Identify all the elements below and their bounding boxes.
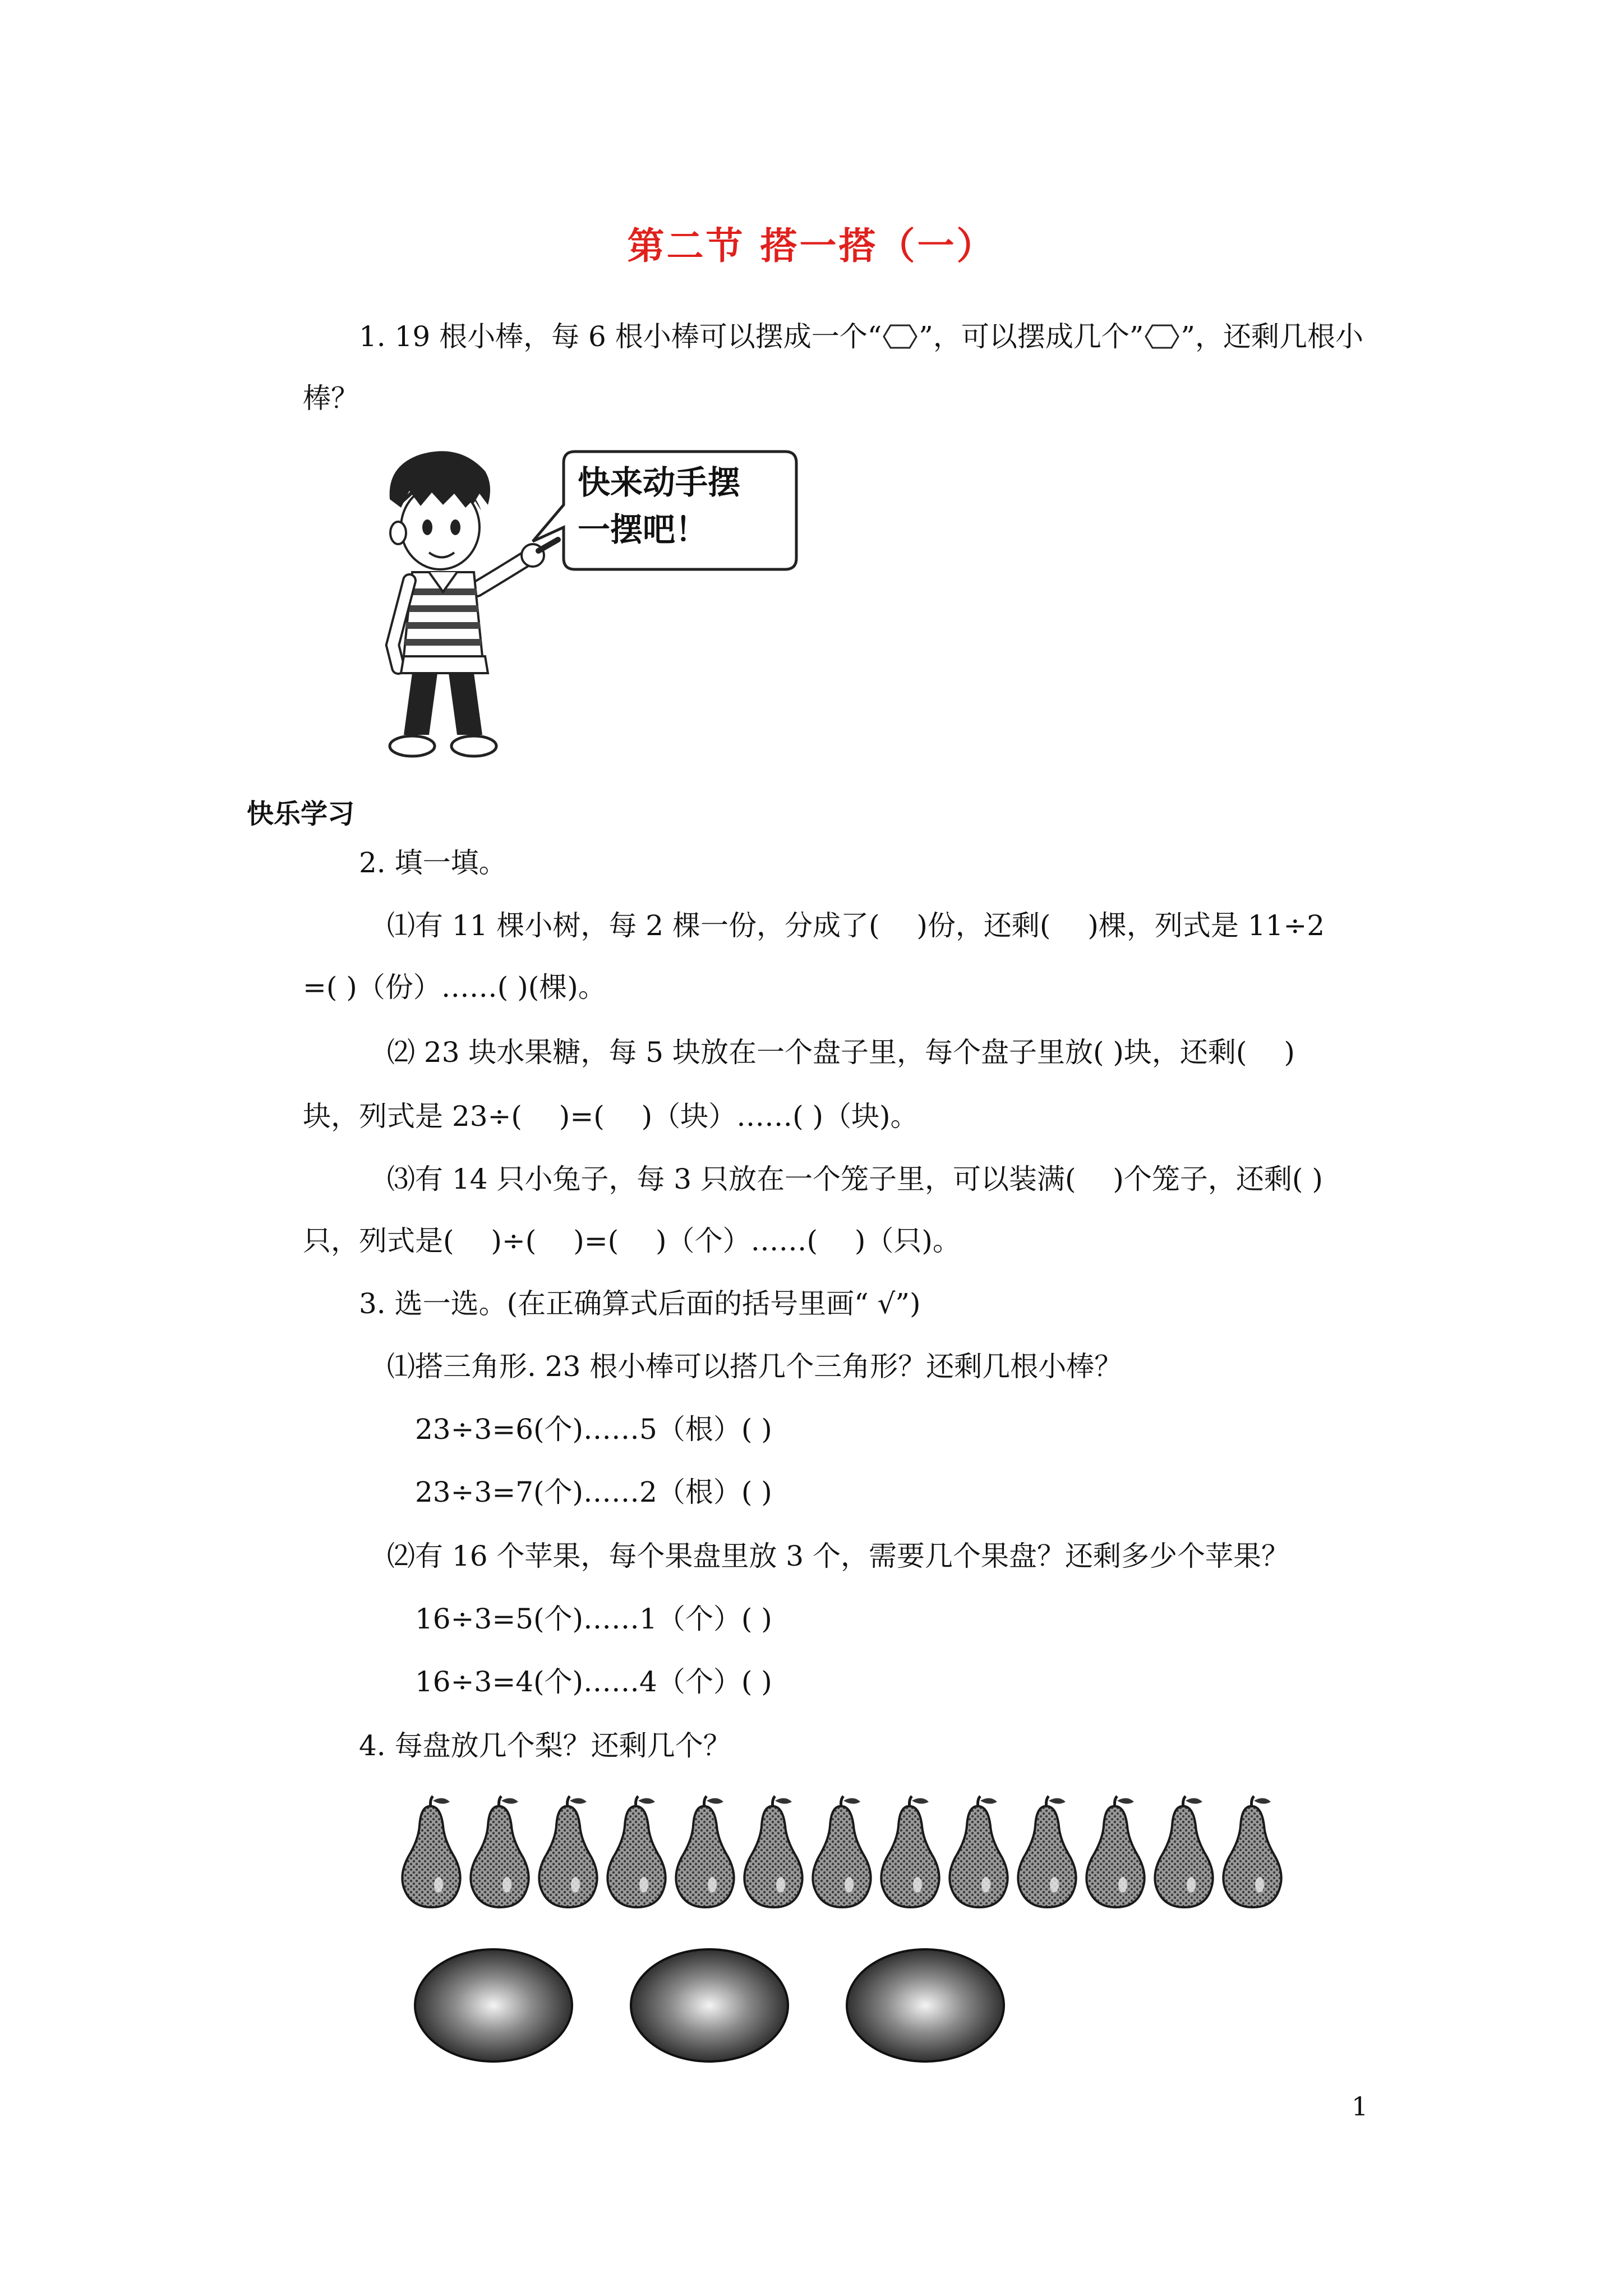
bubble-line-1: 快来动手摆 xyxy=(578,463,741,501)
q2-p2-line2: 块，列式是 23÷( )=( )（块）……( )（块)。 xyxy=(303,1100,919,1133)
q1-line2: 棒？ xyxy=(303,382,359,415)
pear-icon xyxy=(949,1796,1007,1907)
plate-icon xyxy=(631,1949,788,2062)
pear-icon xyxy=(813,1796,870,1907)
plate-icon xyxy=(415,1949,572,2062)
q2-p1-line2: =( )（份）……( )(棵)。 xyxy=(303,971,606,1004)
pear-icon xyxy=(402,1796,460,1907)
page-title: 第二节 搭一搭（一） xyxy=(627,224,996,268)
q1-text-b: ”，可以摆成几个” xyxy=(919,320,1144,353)
bubble-line-2: 一摆吧！ xyxy=(578,510,708,549)
q2-p3-line2: 只，列式是( )÷( )=( )（个）……( )（只)。 xyxy=(303,1225,961,1257)
q2-p2-line1: ⑵ 23 块水果糖，每 5 块放在一个盘子里，每个盘子里放( )块，还剩( ) xyxy=(387,1036,1295,1069)
q2-p3-line1: ⑶有 14 只小兔子，每 3 只放在一个笼子里，可以装满( )个笼子，还剩( ) xyxy=(387,1163,1323,1195)
q3-p2: ⑵有 16 个苹果，每个果盘里放 3 个，需要几个果盘？还剩多少个苹果？ xyxy=(387,1540,1290,1572)
hexagon-icon xyxy=(1145,323,1179,357)
pear-icon xyxy=(1223,1796,1281,1907)
q1-text-c: ”，还剩几根小 xyxy=(1181,320,1363,353)
pear-icon xyxy=(471,1796,528,1907)
pear-icon xyxy=(539,1796,597,1907)
q4-heading: 4. 每盘放几个梨？还剩几个？ xyxy=(359,1729,731,1762)
q2-p1-line1: ⑴有 11 棵小树，每 2 棵一份，分成了( )份，还剩( )棵，列式是 11÷2 xyxy=(387,909,1325,942)
q3-p1-option-1: 23÷3=6(个)……5（根）( ) xyxy=(415,1413,772,1446)
pears-and-plates-illustration xyxy=(393,1789,1312,2081)
hexagon-icon xyxy=(883,323,917,357)
q3-p1: ⑴搭三角形. 23 根小棒可以搭几个三角形？还剩几根小棒？ xyxy=(387,1350,1123,1383)
pear-icon xyxy=(744,1796,802,1907)
pear-icon xyxy=(607,1796,665,1907)
pear-icon xyxy=(1155,1796,1212,1907)
plate-icon xyxy=(847,1949,1004,2062)
q2-heading: 2. 填一填。 xyxy=(359,846,507,879)
pear-icon xyxy=(676,1796,734,1907)
q1-text-a: 1. 19 根小棒，每 6 根小棒可以摆成一个“ xyxy=(359,320,882,353)
section-heading: 快乐学习 xyxy=(247,798,355,830)
pear-icon xyxy=(1086,1796,1144,1907)
pear-icon xyxy=(1018,1796,1076,1907)
q3-p2-option-2: 16÷3=4(个)……4（个）( ) xyxy=(415,1665,772,1698)
q3-heading: 3. 选一选。(在正确算式后面的括号里画“ √”) xyxy=(359,1287,921,1320)
q3-p2-option-1: 16÷3=5(个)……1（个）( ) xyxy=(415,1603,772,1635)
pear-icon xyxy=(881,1796,939,1907)
q3-p1-option-2: 23÷3=7(个)……2（根）( ) xyxy=(415,1476,772,1508)
page-number: 1 xyxy=(1352,2091,1368,2122)
q1-line1 xyxy=(359,320,1363,357)
